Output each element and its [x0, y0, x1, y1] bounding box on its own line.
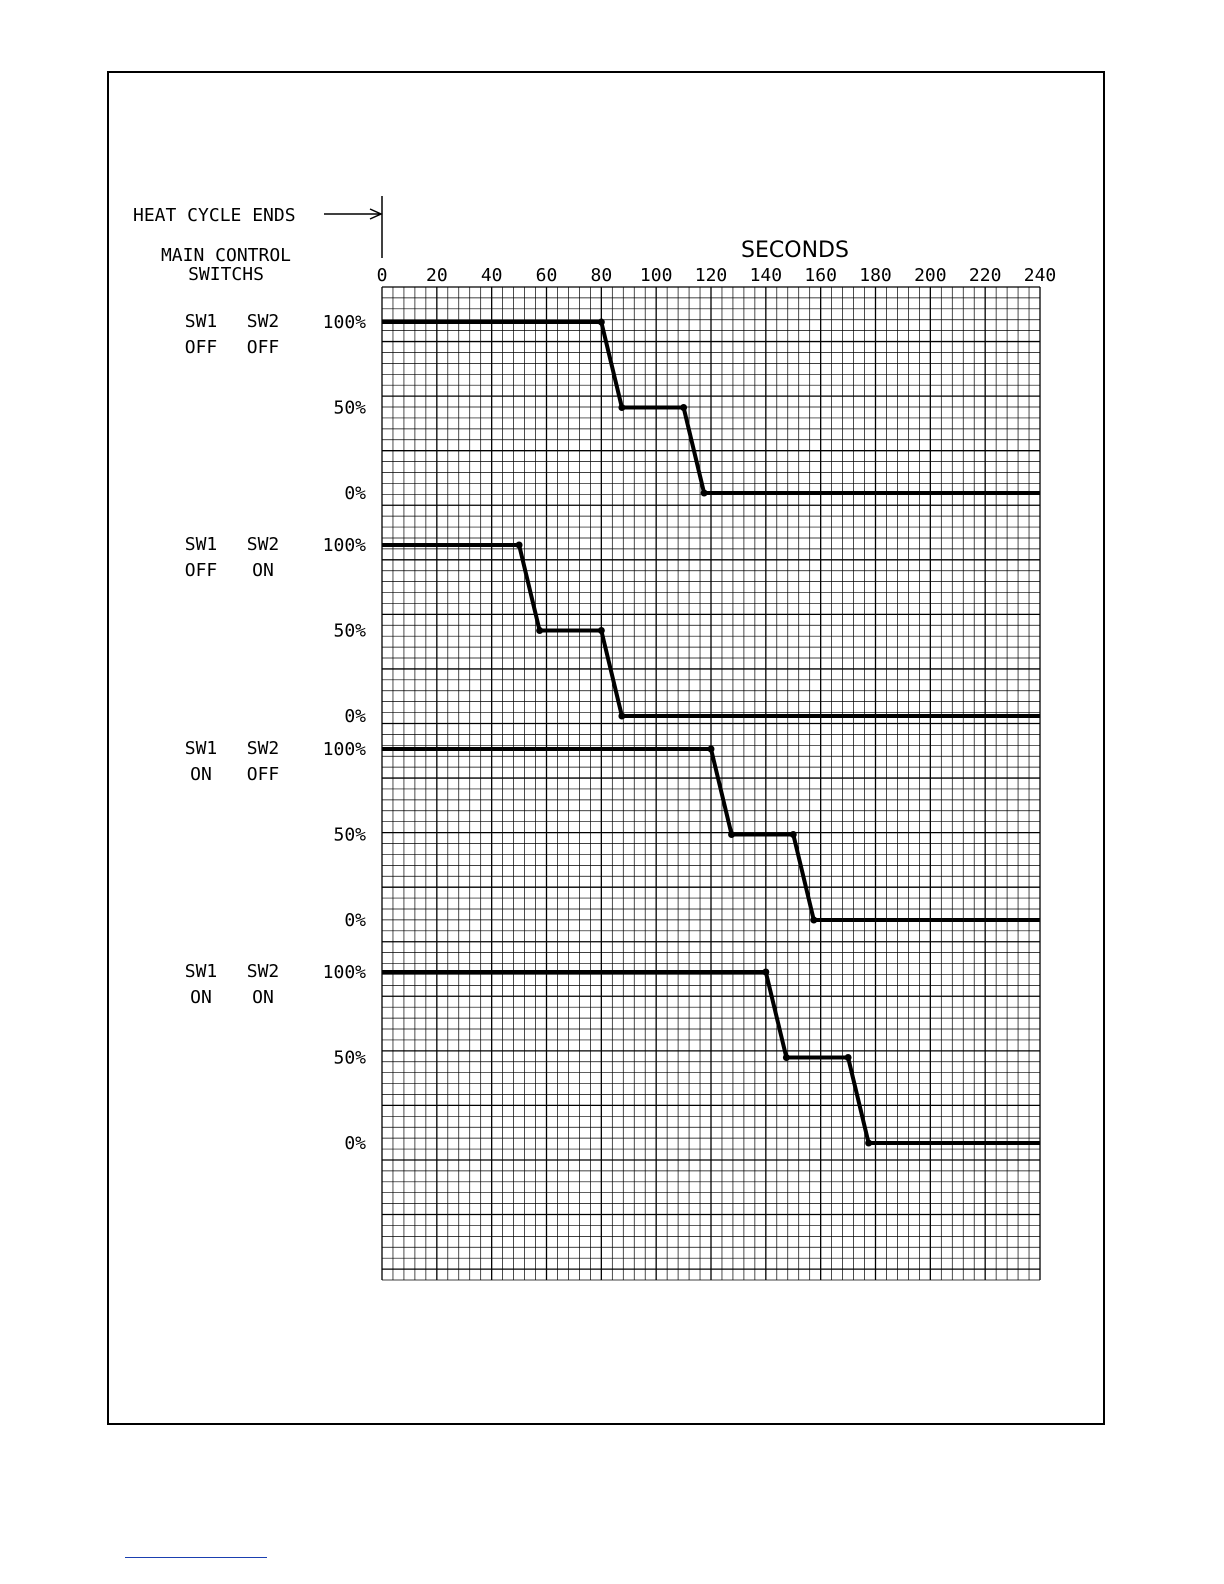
- y-tick-label: 100%: [322, 535, 366, 556]
- sw1-state: ON: [190, 764, 212, 785]
- x-tick-label: 220: [968, 265, 1002, 286]
- data-point: [618, 713, 625, 720]
- y-tick-label: 50%: [333, 620, 366, 642]
- data-point: [536, 627, 543, 634]
- x-tick-label: 40: [480, 265, 503, 286]
- y-tick-label: 50%: [333, 824, 366, 846]
- x-tick-labels: [377, 265, 1057, 286]
- sw1-label: SW1: [184, 311, 218, 332]
- switch-header-line1: MAIN CONTROL: [160, 245, 292, 266]
- x-tick-label: 100: [639, 265, 673, 286]
- y-tick-label: 50%: [333, 1047, 366, 1069]
- sw1-state: OFF: [184, 337, 218, 358]
- x-tick-label: 120: [694, 265, 728, 286]
- data-point: [618, 404, 625, 411]
- data-point: [790, 831, 797, 838]
- footer-rule: [125, 1557, 267, 1558]
- data-point: [708, 746, 715, 753]
- y-tick-label: 0%: [344, 483, 366, 504]
- data-point: [783, 1054, 790, 1061]
- data-point: [762, 969, 769, 976]
- x-axis-label: SECONDS: [741, 238, 849, 263]
- sw1-label: SW1: [184, 534, 218, 555]
- x-tick-label: 180: [859, 265, 892, 286]
- sw2-label: SW2: [246, 961, 280, 982]
- data-point: [810, 917, 817, 924]
- data-point: [865, 1140, 872, 1147]
- x-tick-label: 60: [535, 265, 558, 286]
- data-point: [728, 831, 735, 838]
- y-tick-label: 50%: [333, 397, 366, 419]
- y-tick-label: 0%: [344, 706, 366, 727]
- data-point: [680, 404, 687, 411]
- y-tick-label: 0%: [344, 1133, 366, 1154]
- x-tick-label: 20: [425, 265, 448, 286]
- sw2-label: SW2: [246, 311, 280, 332]
- data-point: [845, 1054, 852, 1061]
- x-tick-label: 80: [590, 265, 613, 286]
- grid: [382, 287, 1040, 1280]
- sw1-state: ON: [190, 987, 212, 1008]
- data-point: [516, 542, 523, 549]
- switch-header-line2: SWITCHS: [188, 264, 264, 285]
- sw2-state: OFF: [246, 337, 280, 358]
- sw1-label: SW1: [184, 961, 218, 982]
- data-point: [701, 490, 708, 497]
- sw1-state: OFF: [184, 560, 218, 581]
- sw1-label: SW1: [184, 738, 218, 759]
- x-tick-label: 0: [376, 265, 388, 286]
- heat-cycle-label: HEAT CYCLE ENDS: [133, 205, 296, 226]
- y-tick-label: 100%: [322, 312, 366, 333]
- x-tick-label: 240: [1023, 265, 1057, 286]
- data-point: [598, 319, 605, 326]
- x-tick-label: 200: [914, 265, 947, 286]
- y-tick-label: 0%: [344, 910, 366, 931]
- sw2-state: ON: [252, 987, 274, 1008]
- sw2-state: OFF: [246, 764, 280, 785]
- x-tick-label: 140: [749, 265, 783, 286]
- data-point: [598, 627, 605, 634]
- y-tick-label: 100%: [322, 739, 366, 760]
- sw2-label: SW2: [246, 738, 280, 759]
- y-tick-label: 100%: [322, 962, 366, 983]
- sw2-state: ON: [252, 560, 274, 581]
- x-tick-label: 160: [804, 265, 837, 286]
- sw2-label: SW2: [246, 534, 280, 555]
